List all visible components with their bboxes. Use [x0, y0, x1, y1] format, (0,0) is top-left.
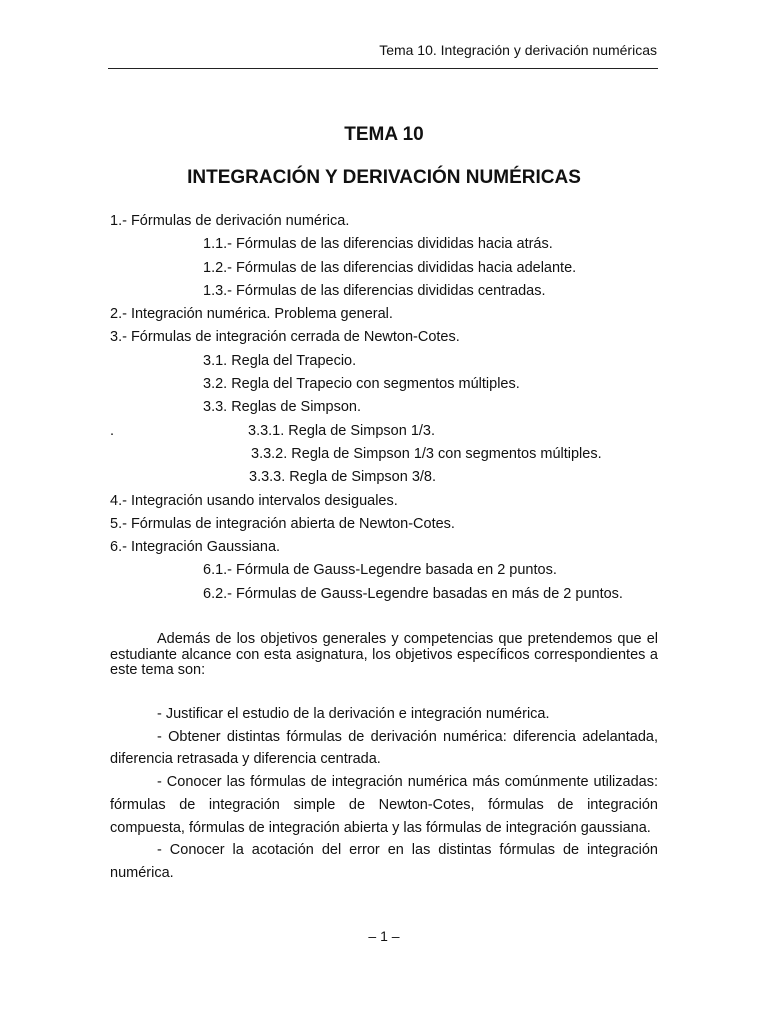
toc-item — [0, 210, 768, 233]
toc-item-label: 3.1. Regla del Trapecio. — [203, 352, 357, 369]
toc-item — [0, 513, 768, 536]
objective-item: - Conocer la acotación del error en las distintas fórmulas de integración numérica. — [110, 842, 658, 881]
toc-item-label: 3.3.3. Regla de Simpson 3/8. — [249, 469, 437, 486]
toc-item — [0, 466, 768, 489]
toc-item — [0, 303, 768, 326]
objective-item: - Justificar el estudio de la derivación e integración numérica. — [157, 706, 550, 722]
toc-item — [0, 280, 768, 303]
toc-item — [0, 490, 768, 513]
toc-item — [0, 326, 768, 349]
page-number: – 1 – — [368, 928, 400, 944]
toc-item — [0, 536, 768, 559]
objectives-list — [110, 703, 658, 885]
toc-item-label: 5.- Fórmulas de integración abierta de Newton-Cotes. — [110, 515, 455, 532]
toc-item-label: 1.2.- Fórmulas de las diferencias divididas hacia adelante. — [203, 259, 577, 276]
toc-item-label: 1.3.- Fórmulas de las diferencias divididas centradas. — [203, 282, 546, 299]
toc-item — [0, 559, 768, 582]
running-header: Tema 10. Integración y derivación numéricas — [379, 42, 657, 58]
toc-item — [0, 350, 768, 373]
toc-item-label: 6.- Integración Gaussiana. — [110, 539, 281, 556]
chapter-title: TEMA 10 — [344, 124, 424, 145]
table-of-contents — [0, 210, 768, 606]
toc-item-label: 6.1.- Fórmula de Gauss-Legendre basada en 2 puntos. — [203, 562, 557, 579]
toc-item — [0, 373, 768, 396]
toc-item-label: 1.1.- Fórmulas de las diferencias divididas hacia atrás. — [203, 236, 553, 253]
toc-item-label: 6.2.- Fórmulas de Gauss-Legendre basadas en más de 2 puntos. — [203, 585, 623, 602]
stray-dot: . — [110, 422, 115, 439]
toc-item-label: 3.3.2. Regla de Simpson 1/3 con segmentos múltiples. — [251, 445, 602, 462]
toc-item-label: 4.- Integración usando intervalos desiguales. — [110, 492, 398, 509]
toc-item — [0, 233, 768, 256]
intro-paragraph: Además de los objetivos generales y competencias que pretendemos que el estudiante alcance con esta asignatura, los objetivos específicos correspondientes a este tema son: — [110, 631, 658, 678]
toc-item-label: 3.2. Regla del Trapecio con segmentos múltiples. — [203, 376, 520, 393]
toc-item — [0, 583, 768, 606]
toc-item-label: 1.- Fórmulas de derivación numérica. — [110, 213, 350, 229]
toc-item — [0, 420, 768, 443]
toc-item-label: 3.3. Reglas de Simpson. — [203, 399, 361, 416]
objective-item: - Obtener distintas fórmulas de derivación numérica: diferencia adelantada, diferencia retrasada y diferencia centrada. — [110, 728, 658, 768]
toc-item-label: 3.3.1. Regla de Simpson 1/3. — [248, 422, 436, 439]
objective-item: - Conocer las fórmulas de integración numérica más comúnmente utilizadas: fórmulas de integración simple de Newton-Cotes, fórmulas de integración compuesta, fórmulas de integración abierta y las fórmulas de integración gaussiana. — [110, 774, 658, 836]
header-divider — [108, 68, 658, 69]
toc-item-label: 2.- Integración numérica. Problema general. — [110, 306, 393, 323]
toc-item — [0, 443, 768, 466]
toc-item — [0, 257, 768, 280]
toc-item-label: 3.- Fórmulas de integración cerrada de Newton-Cotes. — [110, 329, 460, 346]
toc-item — [0, 396, 768, 419]
chapter-subtitle: INTEGRACIÓN Y DERIVACIÓN NUMÉRICAS — [187, 167, 581, 188]
